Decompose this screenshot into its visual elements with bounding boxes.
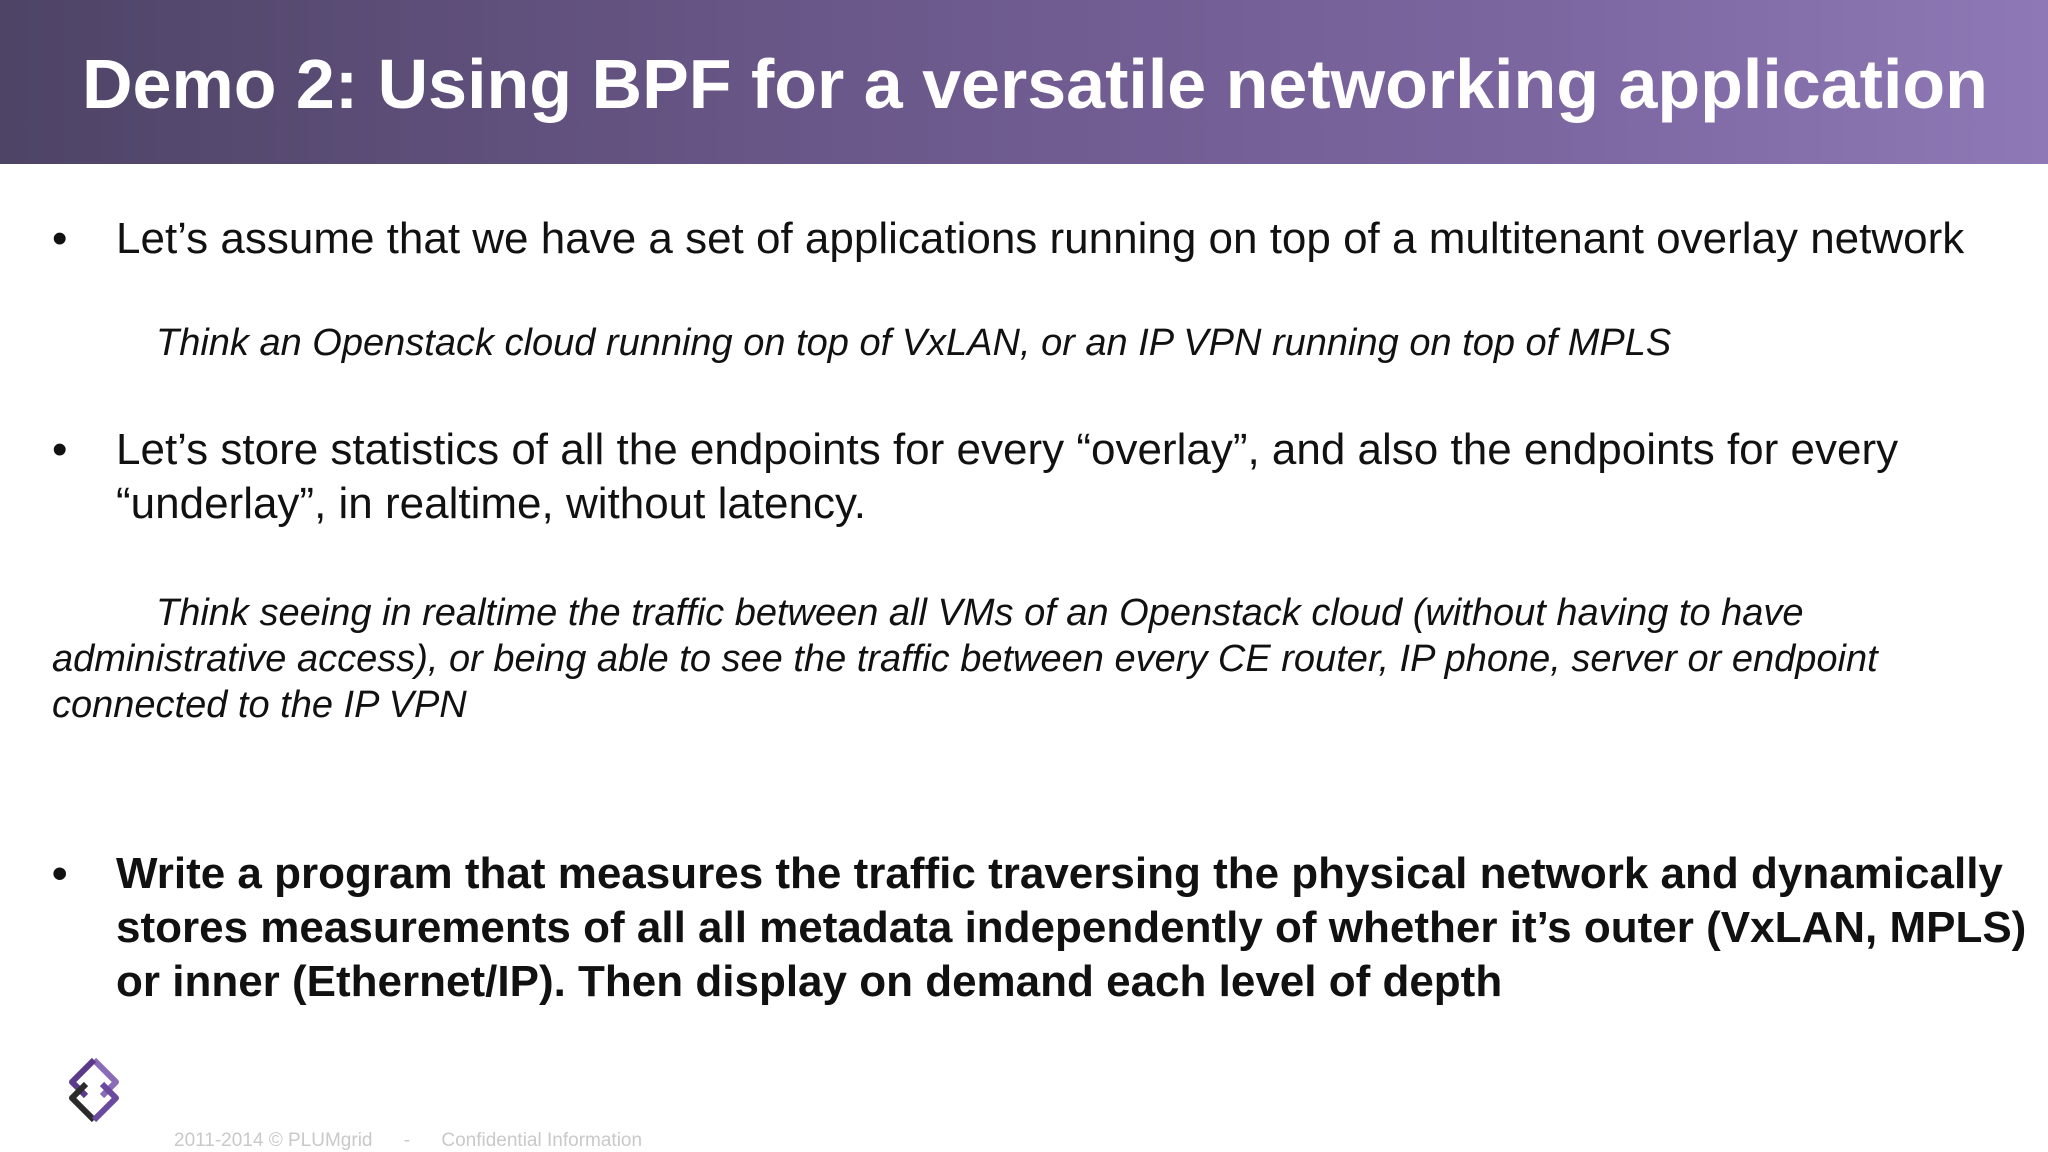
bullet-item-1 <box>52 212 2028 266</box>
plumgrid-logo-icon <box>58 1054 130 1126</box>
bullet-marker: • <box>52 214 68 263</box>
bullet-item-3 <box>52 847 2028 1009</box>
bullet-text: Let’s store statistics of all the endpoints for every “overlay”, and also the endpoints for every “underlay”, in realtime, without latency. <box>116 425 1899 528</box>
bullet-marker: • <box>52 425 68 474</box>
footer-separator: - <box>403 1130 411 1151</box>
slide-title: Demo 2: Using BPF for a versatile networking application <box>82 45 1988 123</box>
footer-copyright: 2011-2014 © PLUMgrid <box>174 1130 373 1151</box>
title-bar <box>0 0 2048 164</box>
bullet-note-2-text: Think seeing in realtime the traffic between all VMs of an Openstack cloud (without having to have administrative access), or being able to see the traffic between every CE router, IP phone, server or endpoint connected to the IP VPN <box>52 592 1878 726</box>
bullet-marker: • <box>52 849 68 898</box>
bullet-text: Write a program that measures the traffic traversing the physical network and dynamically stores measurements of all all metadata independently of whether it’s outer (VxLAN, MPLS) or inner (Ethernet/IP). Then display on demand each level of depth <box>116 849 2027 1006</box>
bullet-note-2 <box>52 590 2008 728</box>
bullet-note-1: Think an Openstack cloud running on top of VxLAN, or an IP VPN running on top of MPLS <box>156 322 1672 364</box>
bullet-text: Let’s assume that we have a set of applications running on top of a multitenant overlay network <box>116 214 1965 263</box>
footer <box>174 1130 642 1152</box>
bullet-item-2 <box>52 423 2028 531</box>
footer-confidential: Confidential Information <box>441 1130 643 1151</box>
